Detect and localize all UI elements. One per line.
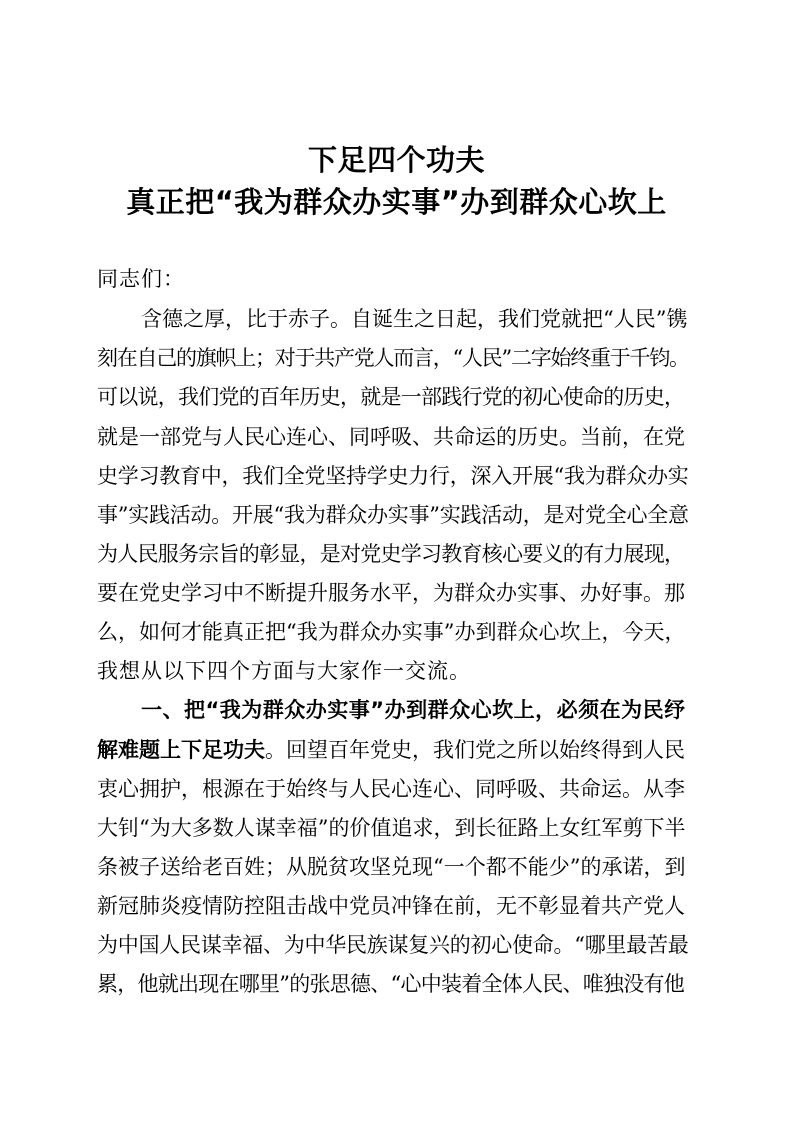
body-line	[97, 971, 684, 997]
section-heading: 解难题上下足功夫	[97, 738, 265, 762]
body-line	[97, 502, 689, 528]
body-line	[97, 463, 688, 489]
salutation: 同志们：	[97, 267, 185, 291]
body-line	[141, 697, 686, 723]
section-heading: 一、把“我为群众办实事”办到群众心坎上，必须在为民纾	[141, 698, 686, 722]
body-text: 我想从以下四个方面与大家作一交流。	[97, 659, 471, 683]
document-title-line1: 下足四个功夫	[307, 143, 485, 177]
body-line	[97, 541, 684, 567]
body-line	[97, 737, 685, 763]
body-line	[97, 619, 685, 645]
body-text: 。回望百年党史，我们党之所以始终得到人民	[265, 738, 685, 762]
body-line	[97, 345, 689, 371]
body-line	[97, 776, 685, 802]
body-text: 含德之厚，比于赤子。自诞生之日起，我们党就把“人民”镌	[141, 307, 688, 331]
body-text: 条被子送给老百姓；从脱贫攻坚兑现“一个都不能少”的承诺，到	[97, 855, 686, 879]
body-text: 新冠肺炎疫情防控阻击战中党员冲锋在前，无不彰显着共产党人	[97, 894, 685, 918]
body-text: 事”实践活动。开展“我为群众办实事”实践活动，是对党全心全意	[97, 503, 689, 527]
body-text: 可以说，我们党的百年历史，就是一部践行党的初心使命的历史，	[97, 385, 685, 409]
document-title-line2: 真正把“我为群众办实事”办到群众心坎上	[126, 185, 667, 219]
body-text: 衷心拥护，根源在于始终与人民心连心、同呼吸、共命运。从李	[97, 777, 685, 801]
body-text: 史学习教育中，我们全党坚持学史力行，深入开展“我为群众办实	[97, 464, 689, 488]
body-text: 么，如何才能真正把“我为群众办实事”办到群众心坎上，今天，	[97, 620, 686, 644]
body-text: 累，他就出现在哪里”的张思德、“心中装着全体人民、唯独没有他	[97, 972, 684, 996]
body-text: 为中国人民谋幸福、为中华民族谋复兴的初心使命。“哪里最苦最	[97, 933, 689, 957]
body-line	[97, 580, 685, 606]
body-line	[97, 384, 684, 410]
body-text: 刻在自己的旗帜上；对于共产党人而言，“人民”二字始终重于千钧。	[97, 346, 689, 370]
body-line	[97, 815, 685, 841]
body-line	[97, 424, 685, 450]
body-text: 大钊“为大多数人谋幸福”的价值追求，到长征路上女红军剪下半	[97, 816, 686, 840]
body-text: 要在党史学习中不断提升服务水平，为群众办实事、办好事。那	[97, 581, 685, 605]
body-text: 为人民服务宗旨的彰显，是对党史学习教育核心要义的有力展现，	[97, 542, 685, 566]
body-line	[97, 658, 471, 684]
body-line	[97, 854, 685, 880]
body-line	[97, 932, 688, 958]
body-line	[141, 306, 687, 332]
body-text: 就是一部党与人民心连心、同呼吸、共命运的历史。当前，在党	[97, 425, 685, 449]
body-line	[97, 893, 685, 919]
